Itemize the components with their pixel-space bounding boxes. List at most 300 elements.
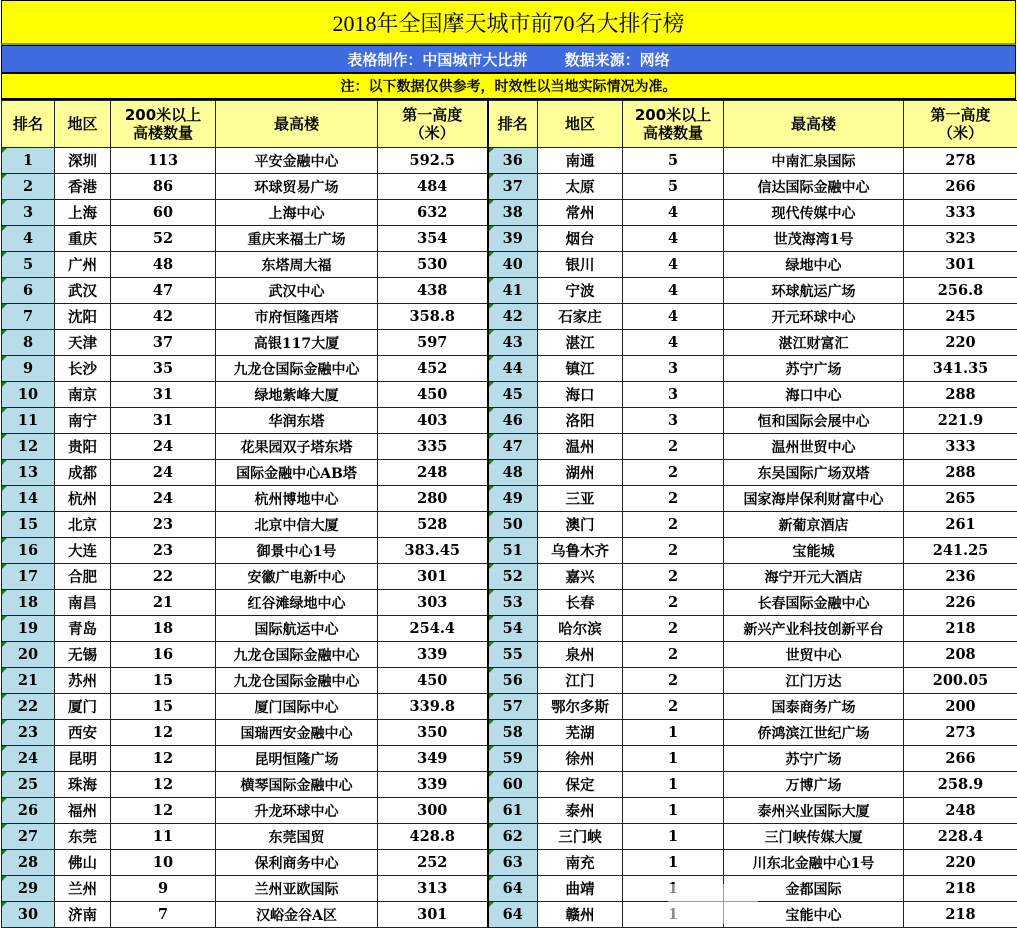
cell-tallest-right: 万博广场	[724, 772, 904, 798]
cell-region-right: 宁波	[538, 278, 623, 304]
cell-count: 113	[111, 148, 216, 174]
table-row	[2, 460, 1017, 486]
cell-count-right: 4	[623, 252, 724, 278]
cell-count: 24	[111, 434, 216, 460]
table-row	[2, 486, 1017, 512]
cell-height-right: 220	[904, 850, 1017, 876]
cell-height-right: 241.25	[904, 538, 1017, 564]
cell-tallest: 东莞国贸	[216, 824, 378, 850]
ranking-table	[1, 100, 1017, 928]
cell-count: 12	[111, 746, 216, 772]
cell-height-right: 228.4	[904, 824, 1017, 850]
cell-count-right: 5	[623, 174, 724, 200]
cell-rank-right: 60	[488, 772, 538, 798]
col-tallest-header-right: 最高楼	[724, 101, 904, 148]
cell-region-right: 烟台	[538, 226, 623, 252]
made-by-label: 表格制作：中国城市大比拼	[347, 51, 528, 69]
cell-height-right: 273	[904, 720, 1017, 746]
cell-tallest-right: 开元环球中心	[724, 304, 904, 330]
cell-tallest-right: 世贸中心	[724, 642, 904, 668]
cell-tallest-right: 恒和国际会展中心	[724, 408, 904, 434]
table-row	[2, 148, 1017, 174]
cell-tallest-right: 绿地中心	[724, 252, 904, 278]
col-region-header-right: 地区	[538, 101, 623, 148]
cell-count: 23	[111, 512, 216, 538]
cell-region: 西安	[55, 720, 111, 746]
cell-rank-right: 42	[488, 304, 538, 330]
cell-rank-right: 43	[488, 330, 538, 356]
cell-count-right: 2	[623, 564, 724, 590]
cell-rank-right: 39	[488, 226, 538, 252]
cell-region: 南昌	[55, 590, 111, 616]
cell-region-right: 哈尔滨	[538, 616, 623, 642]
col-count-header-right: 200米以上 高楼数量	[623, 101, 724, 148]
cell-rank-right: 50	[488, 512, 538, 538]
cell-region-right: 三亚	[538, 486, 623, 512]
cell-height: 452	[378, 356, 488, 382]
cell-region-right: 泉州	[538, 642, 623, 668]
cell-rank: 23	[2, 720, 55, 746]
cell-tallest: 昆明恒隆广场	[216, 746, 378, 772]
cell-tallest: 北京中信大厦	[216, 512, 378, 538]
cell-region: 大连	[55, 538, 111, 564]
cell-count: 37	[111, 330, 216, 356]
table-row	[2, 278, 1017, 304]
cell-region-right: 常州	[538, 200, 623, 226]
cell-tallest-right: 苏宁广场	[724, 356, 904, 382]
cell-count: 15	[111, 668, 216, 694]
cell-region: 上海	[55, 200, 111, 226]
cell-rank: 27	[2, 824, 55, 850]
cell-count-right: 2	[623, 460, 724, 486]
cell-rank-right: 52	[488, 564, 538, 590]
cell-rank-right: 51	[488, 538, 538, 564]
cell-rank-right: 58	[488, 720, 538, 746]
cell-rank-right: 62	[488, 824, 538, 850]
cell-region-right: 海口	[538, 382, 623, 408]
cell-count: 24	[111, 486, 216, 512]
cell-region-right: 长春	[538, 590, 623, 616]
cell-region: 珠海	[55, 772, 111, 798]
table-row	[2, 642, 1017, 668]
cell-region-right: 南通	[538, 148, 623, 174]
cell-count: 35	[111, 356, 216, 382]
cell-count-right: 3	[623, 382, 724, 408]
cell-rank-right: 49	[488, 486, 538, 512]
cell-rank-right: 64	[488, 876, 538, 902]
cell-count: 47	[111, 278, 216, 304]
col-height-header: 第一高度 （米）	[378, 101, 488, 148]
cell-count-right: 1	[623, 824, 724, 850]
cell-rank: 29	[2, 876, 55, 902]
cell-height-right: 333	[904, 434, 1017, 460]
cell-height: 339	[378, 642, 488, 668]
table-row	[2, 174, 1017, 200]
table-row	[2, 590, 1017, 616]
cell-height: 484	[378, 174, 488, 200]
cell-height-right: 278	[904, 148, 1017, 174]
cell-rank: 18	[2, 590, 55, 616]
cell-height: 450	[378, 668, 488, 694]
cell-region-right: 嘉兴	[538, 564, 623, 590]
cell-count-right: 2	[623, 694, 724, 720]
cell-tallest: 环球贸易广场	[216, 174, 378, 200]
cell-height: 403	[378, 408, 488, 434]
cell-rank-right: 53	[488, 590, 538, 616]
cell-tallest-right: 湛江财富汇	[724, 330, 904, 356]
cell-rank: 8	[2, 330, 55, 356]
cell-height: 313	[378, 876, 488, 902]
cell-count-right: 3	[623, 408, 724, 434]
cell-tallest-right: 环球航运广场	[724, 278, 904, 304]
table-row	[2, 330, 1017, 356]
cell-region-right: 三门峡	[538, 824, 623, 850]
cell-height: 530	[378, 252, 488, 278]
cell-height-right: 341.35	[904, 356, 1017, 382]
cell-region: 福州	[55, 798, 111, 824]
cell-rank-right: 41	[488, 278, 538, 304]
cell-count-right: 1	[623, 720, 724, 746]
col-tallest-header: 最高楼	[216, 101, 378, 148]
cell-height: 300	[378, 798, 488, 824]
cell-tallest-right: 现代传媒中心	[724, 200, 904, 226]
col-rank-header-right: 排名	[488, 101, 538, 148]
table-row	[2, 772, 1017, 798]
cell-tallest: 绿地紫峰大厦	[216, 382, 378, 408]
cell-tallest-right: 江门万达	[724, 668, 904, 694]
cell-region: 厦门	[55, 694, 111, 720]
cell-rank: 5	[2, 252, 55, 278]
cell-count-right: 2	[623, 590, 724, 616]
cell-count-right: 1	[623, 772, 724, 798]
cell-rank-right: 45	[488, 382, 538, 408]
cell-rank: 7	[2, 304, 55, 330]
cell-rank-right: 37	[488, 174, 538, 200]
cell-height: 632	[378, 200, 488, 226]
table-row	[2, 226, 1017, 252]
cell-region-right: 泰州	[538, 798, 623, 824]
cell-tallest-right: 东吴国际广场双塔	[724, 460, 904, 486]
cell-tallest-right: 温州世贸中心	[724, 434, 904, 460]
col-count-header: 200米以上 高楼数量	[111, 101, 216, 148]
cell-rank: 10	[2, 382, 55, 408]
cell-tallest: 九龙仓国际金融中心	[216, 668, 378, 694]
cell-rank: 1	[2, 148, 55, 174]
cell-height-right: 266	[904, 174, 1017, 200]
cell-rank: 22	[2, 694, 55, 720]
cell-region: 济南	[55, 902, 111, 928]
cell-height: 254.4	[378, 616, 488, 642]
cell-count-right: 1	[623, 850, 724, 876]
cell-height: 428.8	[378, 824, 488, 850]
cell-tallest-right: 信达国际金融中心	[724, 174, 904, 200]
cell-count: 12	[111, 772, 216, 798]
cell-region-right: 江门	[538, 668, 623, 694]
cell-rank: 16	[2, 538, 55, 564]
cell-region: 重庆	[55, 226, 111, 252]
cell-region: 长沙	[55, 356, 111, 382]
cell-tallest-right: 宝能中心	[724, 902, 904, 928]
cell-count: 24	[111, 460, 216, 486]
cell-tallest-right: 金都国际	[724, 876, 904, 902]
cell-height-right: 256.8	[904, 278, 1017, 304]
cell-count-right: 4	[623, 200, 724, 226]
cell-count: 23	[111, 538, 216, 564]
cell-height: 592.5	[378, 148, 488, 174]
cell-height: 303	[378, 590, 488, 616]
cell-region: 昆明	[55, 746, 111, 772]
cell-rank: 14	[2, 486, 55, 512]
cell-rank: 25	[2, 772, 55, 798]
data-source-label: 数据来源：网络	[564, 51, 670, 69]
table-row	[2, 720, 1017, 746]
cell-region: 武汉	[55, 278, 111, 304]
cell-rank-right: 59	[488, 746, 538, 772]
cell-tallest-right: 新葡京酒店	[724, 512, 904, 538]
cell-count: 22	[111, 564, 216, 590]
cell-rank: 20	[2, 642, 55, 668]
cell-tallest-right: 泰州兴业国际大厦	[724, 798, 904, 824]
cell-tallest: 红谷滩绿地中心	[216, 590, 378, 616]
cell-height: 358.8	[378, 304, 488, 330]
cell-tallest: 华润东塔	[216, 408, 378, 434]
cell-rank-right: 40	[488, 252, 538, 278]
cell-height: 248	[378, 460, 488, 486]
cell-region: 深圳	[55, 148, 111, 174]
table-row	[2, 304, 1017, 330]
cell-tallest: 九龙仓国际金融中心	[216, 642, 378, 668]
cell-count-right: 2	[623, 538, 724, 564]
cell-rank: 3	[2, 200, 55, 226]
cell-tallest: 东塔周大福	[216, 252, 378, 278]
cell-tallest-right: 国家海岸保利财富中心	[724, 486, 904, 512]
table-row	[2, 876, 1017, 902]
cell-tallest: 厦门国际中心	[216, 694, 378, 720]
cell-tallest: 升龙环球中心	[216, 798, 378, 824]
cell-region: 沈阳	[55, 304, 111, 330]
cell-height-right: 248	[904, 798, 1017, 824]
table-row	[2, 564, 1017, 590]
cell-rank: 6	[2, 278, 55, 304]
cell-region-right: 鄂尔多斯	[538, 694, 623, 720]
cell-height: 528	[378, 512, 488, 538]
table-row	[2, 694, 1017, 720]
cell-rank-right: 63	[488, 850, 538, 876]
cell-tallest: 安徽广电新中心	[216, 564, 378, 590]
cell-height: 597	[378, 330, 488, 356]
cell-height-right: 200	[904, 694, 1017, 720]
cell-rank-right: 38	[488, 200, 538, 226]
cell-tallest: 汉峪金谷A区	[216, 902, 378, 928]
table-row	[2, 616, 1017, 642]
cell-height: 383.45	[378, 538, 488, 564]
cell-count: 42	[111, 304, 216, 330]
cell-rank: 15	[2, 512, 55, 538]
cell-rank: 13	[2, 460, 55, 486]
cell-height-right: 245	[904, 304, 1017, 330]
cell-rank-right: 56	[488, 668, 538, 694]
cell-count: 21	[111, 590, 216, 616]
cell-rank: 11	[2, 408, 55, 434]
cell-count: 18	[111, 616, 216, 642]
cell-count: 9	[111, 876, 216, 902]
cell-tallest: 兰州亚欧国际	[216, 876, 378, 902]
cell-count-right: 2	[623, 616, 724, 642]
table-row	[2, 746, 1017, 772]
cell-region-right: 南充	[538, 850, 623, 876]
cell-count: 7	[111, 902, 216, 928]
cell-region: 天津	[55, 330, 111, 356]
table-row	[2, 434, 1017, 460]
cell-tallest-right: 海宁开元大酒店	[724, 564, 904, 590]
cell-tallest-right: 世茂海湾1号	[724, 226, 904, 252]
cell-tallest: 横琴国际金融中心	[216, 772, 378, 798]
disclaimer-note: 注：以下数据仅供参考，时效性以当地实际情况为准。	[1, 73, 1016, 100]
cell-rank-right: 48	[488, 460, 538, 486]
cell-count-right: 4	[623, 226, 724, 252]
cell-count: 10	[111, 850, 216, 876]
table-row	[2, 512, 1017, 538]
cell-region: 南宁	[55, 408, 111, 434]
cell-region-right: 温州	[538, 434, 623, 460]
cell-count-right: 2	[623, 434, 724, 460]
cell-region: 南京	[55, 382, 111, 408]
table-row	[2, 824, 1017, 850]
cell-tallest-right: 苏宁广场	[724, 746, 904, 772]
table-row	[2, 538, 1017, 564]
cell-count-right: 4	[623, 304, 724, 330]
cell-height: 252	[378, 850, 488, 876]
table-row	[2, 200, 1017, 226]
cell-region: 苏州	[55, 668, 111, 694]
cell-height-right: 200.05	[904, 668, 1017, 694]
cell-count: 60	[111, 200, 216, 226]
cell-tallest-right: 宝能城	[724, 538, 904, 564]
cell-count: 86	[111, 174, 216, 200]
cell-region-right: 湖州	[538, 460, 623, 486]
cell-tallest: 武汉中心	[216, 278, 378, 304]
cell-tallest-right: 新兴产业科技创新平台	[724, 616, 904, 642]
cell-count-right: 2	[623, 512, 724, 538]
cell-height-right: 288	[904, 382, 1017, 408]
cell-region: 贵阳	[55, 434, 111, 460]
cell-height-right: 218	[904, 902, 1017, 928]
cell-count-right: 1	[623, 746, 724, 772]
cell-height: 438	[378, 278, 488, 304]
cell-rank: 26	[2, 798, 55, 824]
cell-count: 48	[111, 252, 216, 278]
cell-height: 349	[378, 746, 488, 772]
cell-region: 广州	[55, 252, 111, 278]
cell-tallest: 重庆来福士广场	[216, 226, 378, 252]
cell-count-right: 5	[623, 148, 724, 174]
cell-tallest: 杭州博地中心	[216, 486, 378, 512]
col-region-header: 地区	[55, 101, 111, 148]
page-title: 2018年全国摩天城市前70名大排行榜	[1, 0, 1016, 45]
cell-rank-right: 57	[488, 694, 538, 720]
cell-height-right: 333	[904, 200, 1017, 226]
cell-count-right: 3	[623, 356, 724, 382]
cell-tallest-right: 国泰商务广场	[724, 694, 904, 720]
cell-tallest: 国瑞西安金融中心	[216, 720, 378, 746]
cell-count-right: 4	[623, 278, 724, 304]
cell-height-right: 301	[904, 252, 1017, 278]
cell-rank: 4	[2, 226, 55, 252]
cell-region-right: 湛江	[538, 330, 623, 356]
cell-rank-right: 46	[488, 408, 538, 434]
cell-tallest-right: 侨鸿滨江世纪广场	[724, 720, 904, 746]
cell-height: 354	[378, 226, 488, 252]
cell-tallest: 国际航运中心	[216, 616, 378, 642]
table-row	[2, 798, 1017, 824]
cell-tallest: 国际金融中心AB塔	[216, 460, 378, 486]
cell-region-right: 太原	[538, 174, 623, 200]
cell-region-right: 石家庄	[538, 304, 623, 330]
cell-count: 12	[111, 798, 216, 824]
cell-count-right: 2	[623, 642, 724, 668]
cell-tallest: 高银117大厦	[216, 330, 378, 356]
cell-region-right: 芜湖	[538, 720, 623, 746]
cell-tallest-right: 长春国际金融中心	[724, 590, 904, 616]
cell-rank: 21	[2, 668, 55, 694]
cell-tallest-right: 中南汇泉国际	[724, 148, 904, 174]
cell-rank-right: 36	[488, 148, 538, 174]
cell-tallest: 御景中心1号	[216, 538, 378, 564]
cell-rank: 24	[2, 746, 55, 772]
cell-height: 301	[378, 902, 488, 928]
cell-height-right: 220	[904, 330, 1017, 356]
cell-tallest: 上海中心	[216, 200, 378, 226]
cell-tallest: 花果园双子塔东塔	[216, 434, 378, 460]
cell-height-right: 221.9	[904, 408, 1017, 434]
cell-region: 成都	[55, 460, 111, 486]
cell-height: 350	[378, 720, 488, 746]
col-rank-header: 排名	[2, 101, 55, 148]
cell-count: 52	[111, 226, 216, 252]
cell-region-right: 银川	[538, 252, 623, 278]
cell-rank-right: 55	[488, 642, 538, 668]
cell-count: 12	[111, 720, 216, 746]
table-row	[2, 902, 1017, 928]
cell-region: 青岛	[55, 616, 111, 642]
cell-rank: 30	[2, 902, 55, 928]
cell-rank: 17	[2, 564, 55, 590]
cell-height-right: 323	[904, 226, 1017, 252]
cell-region-right: 曲靖	[538, 876, 623, 902]
cell-height-right: 218	[904, 876, 1017, 902]
cell-count: 11	[111, 824, 216, 850]
table-row	[2, 668, 1017, 694]
cell-height-right: 266	[904, 746, 1017, 772]
cell-region-right: 保定	[538, 772, 623, 798]
cell-region-right: 洛阳	[538, 408, 623, 434]
cell-height: 339.8	[378, 694, 488, 720]
cell-height-right: 218	[904, 616, 1017, 642]
cell-height-right: 258.9	[904, 772, 1017, 798]
cell-rank-right: 47	[488, 434, 538, 460]
cell-rank-right: 64	[488, 902, 538, 928]
cell-count: 16	[111, 642, 216, 668]
cell-count-right: 2	[623, 668, 724, 694]
cell-region-right: 徐州	[538, 746, 623, 772]
table-row	[2, 356, 1017, 382]
cell-rank: 12	[2, 434, 55, 460]
cell-rank-right: 54	[488, 616, 538, 642]
cell-height: 301	[378, 564, 488, 590]
cell-region: 兰州	[55, 876, 111, 902]
cell-count: 31	[111, 382, 216, 408]
cell-region-right: 赣州	[538, 902, 623, 928]
